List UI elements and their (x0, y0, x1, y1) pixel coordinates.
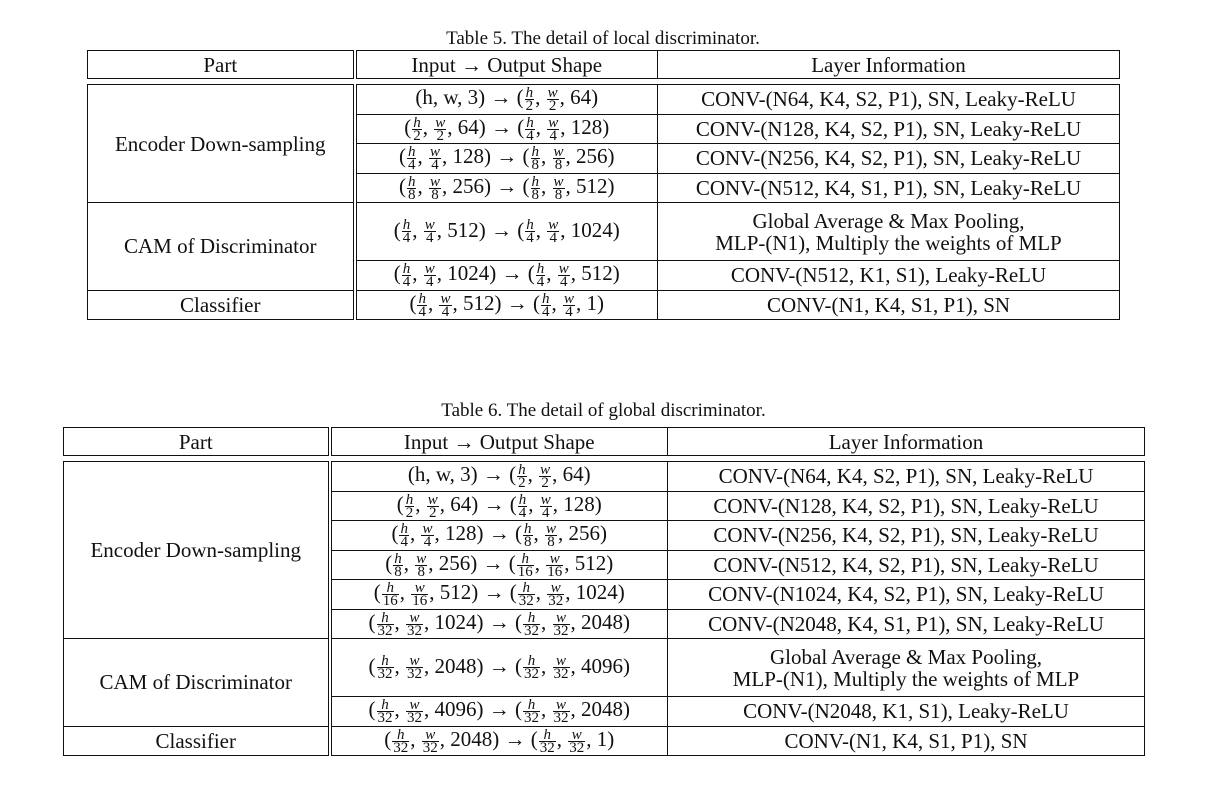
header-part: Part (64, 428, 330, 456)
layer-cell: Global Average & Max Pooling, MLP-(N1), Multiply the weights of MLP (658, 203, 1120, 261)
table5-body (87, 84, 1120, 320)
fraction: $\frac{h}{32}$ (377, 653, 393, 683)
part-cell: Encoder Down-sampling (64, 462, 330, 639)
layer-cell: CONV-(N128, K4, S2, P1), SN, Leaky-ReLU (658, 114, 1120, 144)
fraction: $\frac{w}{32}$ (548, 580, 564, 610)
fraction: $\frac{w}{16}$ (412, 580, 428, 610)
shape-cell: ( $\frac{h}{8}$ , $\frac{w}{8}$ , 256) → ( $\frac{h}{16}$ , $\frac{w}{16}$ , 512) (330, 550, 668, 580)
fraction: $\frac{h}{8}$ (407, 173, 416, 203)
fraction: $\frac{w}{2}$ (435, 114, 446, 144)
header-part: Part (88, 51, 355, 79)
layer-cell: CONV-(N512, K4, S2, P1), SN, Leaky-ReLU (668, 550, 1145, 580)
fraction: $\frac{w}{4}$ (548, 114, 559, 144)
header-layer: Layer Information (658, 51, 1120, 79)
fraction: $\frac{h}{4}$ (418, 290, 426, 320)
layer-cell: CONV-(N64, K4, S2, P1), SN, Leaky-ReLU (658, 85, 1120, 115)
fraction: $\frac{h}{2}$ (525, 85, 534, 115)
fraction: $\frac{h}{32}$ (524, 697, 539, 727)
part-cell: CAM of Discriminator (88, 203, 355, 291)
header-shape: Input → Output Shape (355, 51, 658, 79)
layer-cell: CONV-(N512, K4, S1, P1), SN, Leaky-ReLU (658, 173, 1120, 203)
fraction: $\frac{w}{32}$ (407, 697, 422, 727)
fraction: $\frac{h}{4}$ (536, 261, 545, 291)
layer-cell: CONV-(N2048, K1, S1), Leaky-ReLU (668, 697, 1145, 727)
layer-cell: CONV-(N1024, K4, S2, P1), SN, Leaky-ReLU (668, 580, 1145, 610)
fraction: $\frac{w}{4}$ (548, 217, 559, 247)
table6-header (63, 427, 1145, 456)
fraction: $\frac{w}{32}$ (553, 653, 569, 683)
layer-cell: CONV-(N256, K4, S2, P1), SN, Leaky-ReLU (668, 521, 1145, 551)
fraction: $\frac{h}{8}$ (524, 521, 532, 551)
fraction: $\frac{w}{32}$ (553, 697, 569, 727)
layer-cell: CONV-(N512, K1, S1), Leaky-ReLU (658, 261, 1120, 291)
fraction: $\frac{h}{8}$ (394, 550, 402, 580)
fraction: $\frac{h}{32}$ (377, 609, 393, 639)
shape-cell: ( $\frac{h}{32}$ , $\frac{w}{32}$ , 2048) → ( $\frac{h}{32}$ , $\frac{w}{32}$ , 4096) (330, 639, 668, 697)
fraction: $\frac{h}{4}$ (526, 114, 534, 144)
part-cell: Encoder Down-sampling (88, 85, 355, 203)
fraction: $\frac{w}{32}$ (569, 726, 585, 756)
table-row (64, 726, 1145, 756)
fraction: $\frac{w}{8}$ (416, 550, 427, 580)
fraction: $\frac{h}{32}$ (524, 653, 539, 683)
fraction: $\frac{h}{2}$ (405, 491, 414, 521)
header-layer: Layer Information (668, 428, 1145, 456)
fraction: $\frac{h}{8}$ (531, 144, 539, 174)
table-row (64, 462, 1145, 492)
fraction: $\frac{w}{4}$ (440, 290, 451, 320)
fraction: $\frac{h}{16}$ (517, 550, 533, 580)
table5-header (87, 50, 1120, 79)
part-cell: Classifier (88, 290, 355, 320)
fraction: $\frac{w}{4}$ (558, 261, 569, 291)
fraction: $\frac{w}{8}$ (429, 173, 440, 203)
layer-cell: CONV-(N1, K4, S1, P1), SN (658, 290, 1120, 320)
fraction: $\frac{h}{32}$ (377, 697, 393, 727)
fraction: $\frac{h}{4}$ (518, 491, 527, 521)
layer-cell: CONV-(N256, K4, S2, P1), SN, Leaky-ReLU (658, 144, 1120, 174)
shape-cell: ( $\frac{h}{4}$ , $\frac{w}{4}$ , 512) → ( $\frac{h}{4}$ , $\frac{w}{4}$ , 1024) (355, 203, 658, 261)
fraction: $\frac{h}{4}$ (402, 217, 411, 247)
table-row (88, 290, 1120, 320)
fraction: $\frac{h}{16}$ (382, 580, 398, 610)
shape-cell: ( $\frac{h}{2}$ , $\frac{w}{2}$ , 64) → ( $\frac{h}{4}$ , $\frac{w}{4}$ , 128) (330, 491, 668, 521)
layer-cell: CONV-(N2048, K4, S1, P1), SN, Leaky-ReLU (668, 609, 1145, 639)
fraction: $\frac{h}{2}$ (413, 114, 421, 144)
part-cell: CAM of Discriminator (64, 639, 330, 727)
shape-cell: ( $\frac{h}{2}$ , $\frac{w}{2}$ , 64) → ( $\frac{h}{4}$ , $\frac{w}{4}$ , 128) (355, 114, 658, 144)
fraction: $\frac{w}{32}$ (407, 609, 422, 639)
fraction: $\frac{w}{4}$ (422, 521, 433, 551)
table6-caption: Table 6. The detail of global discriminator. (441, 400, 766, 421)
fraction: $\frac{w}{8}$ (553, 144, 564, 174)
fraction: $\frac{h}{4}$ (542, 290, 550, 320)
fraction: $\frac{h}{4}$ (400, 521, 408, 551)
fraction: $\frac{w}{8}$ (553, 173, 564, 203)
table6-body (63, 461, 1145, 756)
fraction: $\frac{w}{4}$ (429, 144, 440, 174)
shape-cell: (h, w, 3) → ( $\frac{h}{2}$ , $\frac{w}{2}$ , 64) (330, 462, 668, 492)
fraction: $\frac{w}{8}$ (546, 521, 557, 551)
fraction: $\frac{h}{4}$ (526, 217, 534, 247)
fraction: $\frac{h}{32}$ (393, 726, 409, 756)
table-row (88, 85, 1120, 115)
layer-cell: CONV-(N64, K4, S2, P1), SN, Leaky-ReLU (668, 462, 1145, 492)
shape-cell: ( $\frac{h}{8}$ , $\frac{w}{8}$ , 256) → ( $\frac{h}{8}$ , $\frac{w}{8}$ , 512) (355, 173, 658, 203)
fraction: $\frac{w}{16}$ (547, 550, 563, 580)
shape-cell: ( $\frac{h}{4}$ , $\frac{w}{4}$ , 512) → ( $\frac{h}{4}$ , $\frac{w}{4}$ , 1) (355, 290, 658, 320)
shape-cell: (h, w, 3) → ( $\frac{h}{2}$ , $\frac{w}{2}$ , 64) (355, 85, 658, 115)
fraction: $\frac{h}{4}$ (402, 261, 411, 291)
fraction: $\frac{w}{32}$ (407, 653, 422, 683)
fraction: $\frac{w}{2}$ (547, 85, 558, 115)
fraction: $\frac{w}{2}$ (540, 462, 551, 492)
shape-cell: ( $\frac{h}{4}$ , $\frac{w}{4}$ , 128) → ( $\frac{h}{8}$ , $\frac{w}{8}$ , 256) (330, 521, 668, 551)
shape-cell: ( $\frac{h}{16}$ , $\frac{w}{16}$ , 512) → ( $\frac{h}{32}$ , $\frac{w}{32}$ , 1024) (330, 580, 668, 610)
fraction: $\frac{w}{4}$ (424, 217, 435, 247)
layer-cell: Global Average & Max Pooling, MLP-(N1), Multiply the weights of MLP (668, 639, 1145, 697)
layer-cell: CONV-(N1, K4, S1, P1), SN (668, 726, 1145, 756)
table-row (64, 639, 1145, 697)
part-cell: Classifier (64, 726, 330, 756)
fraction: $\frac{w}{4}$ (424, 261, 435, 291)
fraction: $\frac{w}{4}$ (540, 491, 551, 521)
fraction: $\frac{h}{2}$ (518, 462, 526, 492)
fraction: $\frac{h}{32}$ (524, 609, 539, 639)
fraction: $\frac{h}{32}$ (539, 726, 555, 756)
fraction: $\frac{w}{32}$ (553, 609, 569, 639)
fraction: $\frac{w}{32}$ (422, 726, 438, 756)
table-row (88, 203, 1120, 261)
shape-cell: ( $\frac{h}{4}$ , $\frac{w}{4}$ , 1024) → ( $\frac{h}{4}$ , $\frac{w}{4}$ , 512) (355, 261, 658, 291)
header-shape: Input → Output Shape (330, 428, 668, 456)
shape-cell: ( $\frac{h}{32}$ , $\frac{w}{32}$ , 1024) → ( $\frac{h}{32}$ , $\frac{w}{32}$ , 2048) (330, 609, 668, 639)
fraction: $\frac{h}{4}$ (407, 144, 416, 174)
shape-cell: ( $\frac{h}{4}$ , $\frac{w}{4}$ , 128) → ( $\frac{h}{8}$ , $\frac{w}{8}$ , 256) (355, 144, 658, 174)
table5-caption: Table 5. The detail of local discriminator. (446, 28, 760, 49)
shape-cell: ( $\frac{h}{32}$ , $\frac{w}{32}$ , 2048) → ( $\frac{h}{32}$ , $\frac{w}{32}$ , 1) (330, 726, 668, 756)
fraction: $\frac{w}{4}$ (564, 290, 575, 320)
shape-cell: ( $\frac{h}{32}$ , $\frac{w}{32}$ , 4096) → ( $\frac{h}{32}$ , $\frac{w}{32}$ , 2048) (330, 697, 668, 727)
layer-cell: CONV-(N128, K4, S2, P1), SN, Leaky-ReLU (668, 491, 1145, 521)
fraction: $\frac{h}{8}$ (531, 173, 539, 203)
fraction: $\frac{h}{32}$ (518, 580, 534, 610)
fraction: $\frac{w}{2}$ (427, 491, 438, 521)
